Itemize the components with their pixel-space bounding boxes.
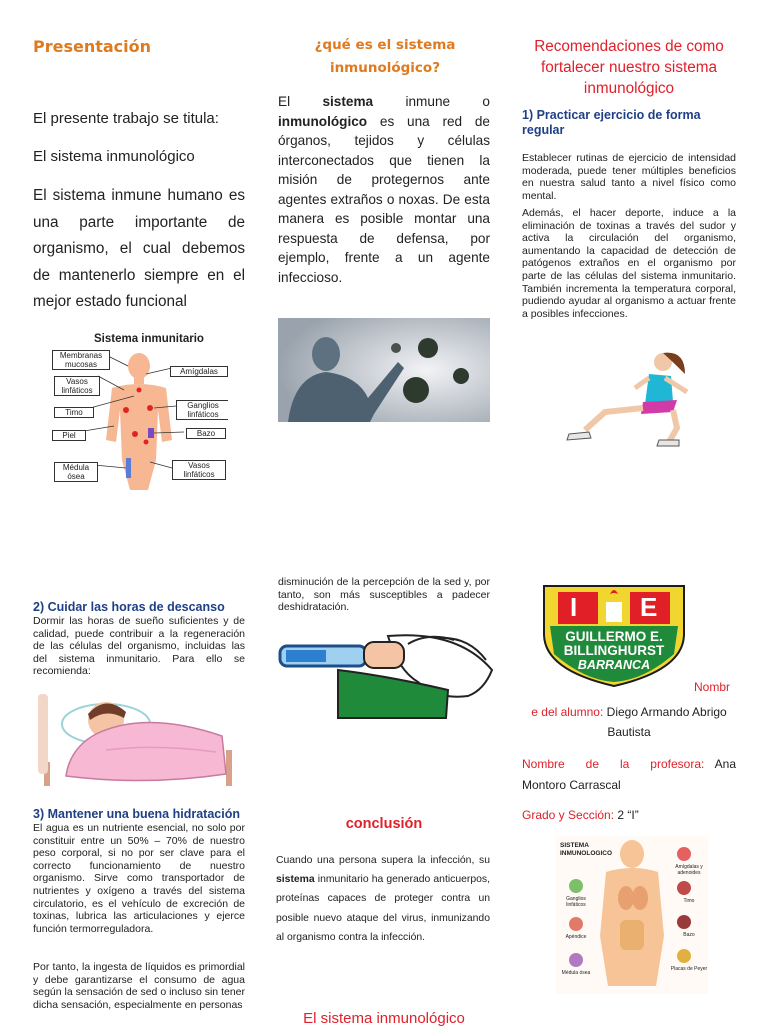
running-woman-icon [545, 348, 707, 448]
section-1-text: Establecer rutinas de ejercicio de intensidad moderada, puede tener múltiples beneficios en nuestra salud tanto a nivel físico como mental. [522, 152, 736, 202]
d2-label-bazo: Bazo [683, 932, 695, 938]
section-1-title: 1) Practicar ejercicio de forma regular [522, 108, 701, 137]
label-vasos-2: Vasos linfáticos [172, 460, 226, 480]
drinking-water-illustration [278, 630, 496, 720]
conclusion-paragraph: Cuando una persona supera la infección, su sistema inmunitario ha generado anticuerpos, proteínas capaces de proteger contra un posible nuevo ataque del virus, inmunizando al organismo contra la infección. [276, 855, 490, 943]
virus-image [278, 318, 490, 422]
label-amigdalas: Amígdalas [170, 366, 228, 377]
diagram-title: Sistema inmunitario [94, 333, 204, 345]
d2-label-peyer: Placas de Peyer [670, 966, 708, 972]
conclusion-heading: conclusión [345, 816, 423, 832]
label-vasos: Vasos linfáticos [54, 376, 100, 396]
section-3-text: El agua es un nutriente esencial, no solo por constituir entre un 50% – 70% de nuestro peso corporal, si no por ser clave para el correcto funcionamiento de nuestro organismo. Sirve como transportador de nutrientes y oxígeno a través del sistema circulatorio, es el vehículo de excreción de toxinas, lubrica las articulaciones y ejerce función termorreguladora. [33, 822, 245, 935]
exercise-illustration [545, 348, 707, 448]
student-line: e del alumno: Diego Armando Abrigo Bautista [531, 705, 727, 739]
definition-paragraph: El sistema inmune o inmunológico es una red de órganos, tejidos y células interconectados que tienen la misión de protegernos ante agentes extraños o noxas. De esta manera es posible montar una respuesta de defensa, por ejemplo, frente a un agente infeccioso. [278, 94, 490, 285]
teacher-line: Nombre de la profesora: Ana Montoro Carrascal [522, 757, 736, 792]
label-ganglios: Ganglios linfáticos [176, 400, 228, 420]
d2-label-amigdalas: Amígdalas y adenoides [675, 864, 703, 876]
man-virus-illustration [278, 318, 490, 422]
work-title-text: El sistema inmunológico [33, 148, 195, 165]
d2-label-ganglios: Ganglios linfáticos [566, 896, 586, 908]
logo-letter-right: E [640, 592, 658, 622]
presentation-paragraph: El sistema inmune humano es una parte importante de organismo, el cual debemos de mantenerlo siempre en el mejor estado funcional [33, 187, 245, 310]
label-mucosas: Membranas mucosas [52, 350, 110, 370]
diagram-2-title: SISTEMA INMUNOLOGICO [560, 842, 612, 857]
label-bazo: Bazo [186, 428, 226, 439]
sleeping-illustration [36, 690, 244, 790]
presentation-heading: Presentación [33, 37, 152, 56]
sleeping-person-icon [36, 690, 244, 790]
what-is-heading: ¿qué es el sistema inmunológico? [314, 37, 456, 76]
label-timo: Timo [54, 407, 94, 418]
d2-label-apendice: Apéndice [565, 934, 587, 940]
label-medula: Médula ósea [54, 462, 98, 482]
section-3-text-2: Por tanto, la ingesta de líquidos es primordial y debe garantizarse el consumo de agua según la sensación de sed o incluso sin tener dicha sensación, especialmente en personas [33, 961, 245, 1011]
school-logo [540, 584, 688, 688]
section-3-title: 3) Mantener una buena hidratación [33, 807, 240, 821]
section-2-title: 2) Cuidar las horas de descanso [33, 600, 225, 614]
d2-label-timo: Timo [683, 898, 695, 904]
logo-line-3: BARRANCA [577, 658, 651, 672]
d2-label-medula: Médula ósea [561, 970, 591, 976]
drinking-bottle-icon [278, 630, 496, 720]
recommendations-heading: Recomendaciones de como fortalecer nuestro sistema inmunológico [534, 38, 724, 97]
section-1-text-2: Además, el hacer deporte, induce a la eliminación de toxinas a través del sudor y activa la circulación del organismo, aumentando la capacidad de detección de patógenos extraños en el organismo por parte de las células del sistema inmunitario. También incrementa la temperatura corporal, pudiendo ayudar al organismo a actuar frente a posibles infecciones. [522, 207, 736, 320]
continuation-text: disminución de la percepción de la sed y, por tanto, son más susceptibles a padecer deshidratación. [278, 576, 490, 614]
immune-system-diagram [50, 330, 228, 490]
logo-letter-left: I [570, 592, 578, 622]
logo-line-2: BILLINGHURST [563, 643, 665, 658]
logo-line-1: GUILLERMO E. [565, 629, 663, 644]
grade-line: Grado y Sección: 2 “I” [522, 808, 639, 822]
section-2-text: Dormir las horas de sueño suficientes y de calidad, puede contribuir a la regeneración de las células del organismo, incluidas las del sistema inmunitario. Para ello se recomienda: [33, 615, 245, 678]
student-label-part-1: Nombr [694, 680, 731, 694]
footer-title: El sistema inmunológico [303, 1010, 465, 1027]
label-piel: Piel [52, 430, 86, 441]
intro-text: El presente trabajo se titula: [33, 110, 219, 127]
immune-system-diagram-2 [556, 836, 708, 994]
